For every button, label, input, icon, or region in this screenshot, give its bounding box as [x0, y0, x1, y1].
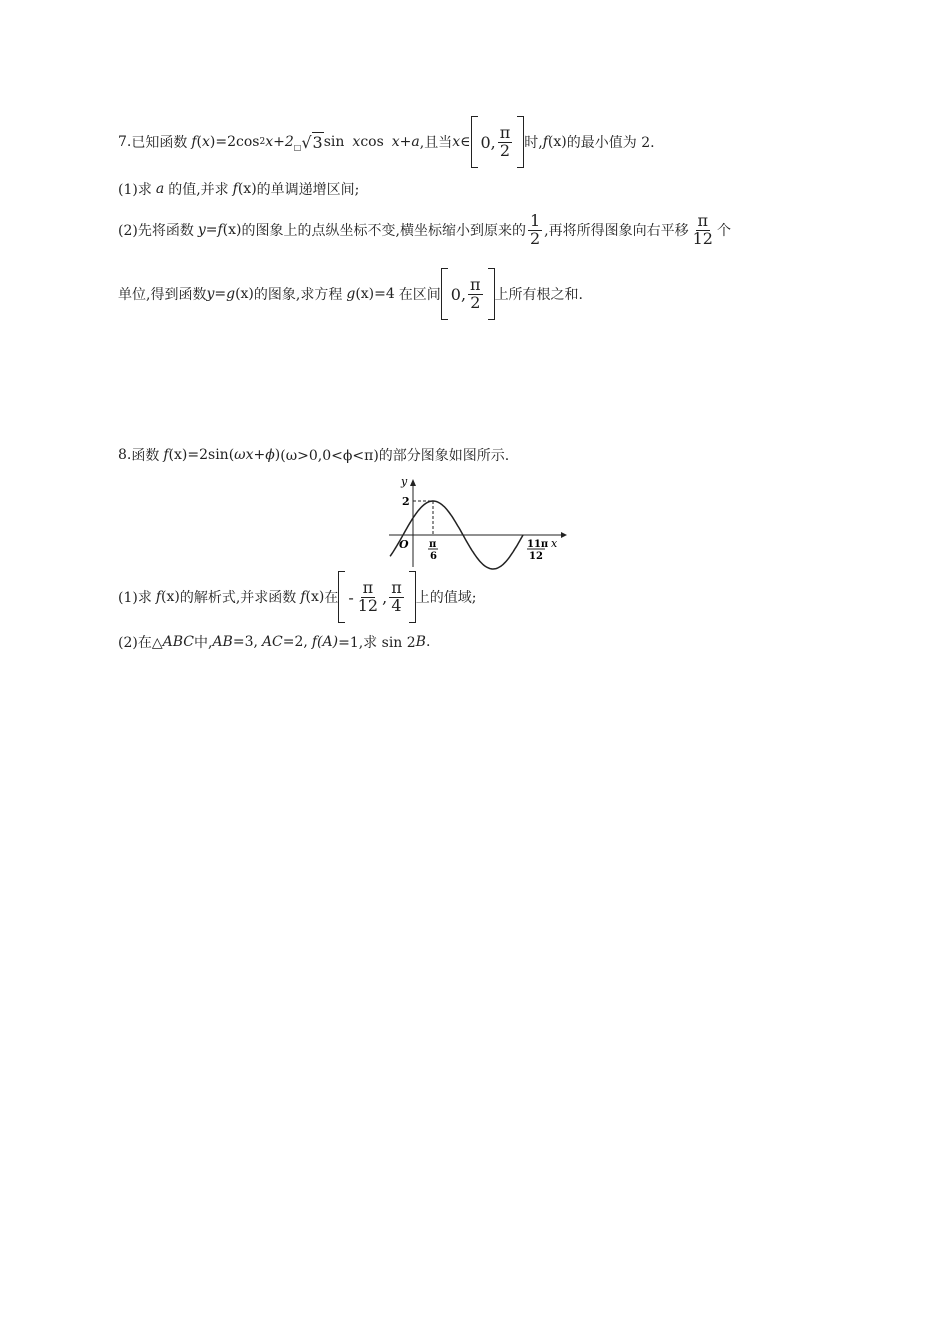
q7-sin: sin	[323, 134, 345, 150]
q7-int-num: π	[499, 122, 511, 142]
q7-xplus: x+2	[265, 134, 294, 150]
q7-2-line2d: 上所有根之和.	[494, 287, 584, 303]
q7-intro: 已知函数	[131, 135, 188, 151]
q8-2-ab: AB	[212, 634, 233, 650]
q7-when-text: 时,	[524, 135, 543, 151]
q7-2-half	[528, 213, 542, 248]
q7-2-line2c: 在区间	[398, 287, 441, 303]
q8-2-dot: .	[425, 634, 431, 650]
q7-2-text1: 的图象上的点纵坐标不变,横坐标缩小到原来的	[241, 223, 526, 240]
q7-x2: x	[352, 134, 361, 150]
q7-2-shift-den: 12	[692, 228, 713, 248]
x-tick-pi6-den: 6	[430, 551, 437, 562]
q7-2-int-den: 2	[470, 292, 481, 312]
q7-2-yg: y=g	[206, 286, 236, 302]
q7-x: x	[202, 134, 210, 150]
q7-1-x: (x)	[237, 181, 257, 197]
q7-x4: (x)	[547, 134, 567, 150]
q7-when: ,且当	[419, 135, 453, 151]
q8-cond: (ω>0,0<ϕ<π)的部分图象如图所示.	[280, 448, 510, 464]
q7-2-text2: ,再将所得图象向右平移	[544, 223, 689, 240]
q7-in: ∈	[460, 134, 471, 150]
q7-2-int-zero: 0,	[450, 284, 467, 304]
q7-int-den: 2	[499, 140, 511, 160]
q7-sup: 2	[259, 137, 266, 147]
q7-1-f: f	[232, 181, 238, 197]
q7-1-label: (1)求	[118, 182, 152, 198]
q7-sqrt: □ √ 3	[293, 133, 323, 152]
q7-1-a: a	[155, 181, 165, 197]
q8-2-eq3: =3,	[232, 634, 258, 650]
q7-rp: )	[209, 134, 216, 150]
q7-2-text3: 个	[716, 223, 731, 240]
q7-2-int-num: π	[470, 274, 481, 294]
q8-close: )	[274, 447, 281, 463]
q8-statement	[118, 445, 509, 465]
q8-1-den1: 12	[357, 595, 379, 615]
q8-1-num2: π	[391, 577, 402, 597]
q7-2-eq4: =4	[374, 286, 395, 302]
q8-2-f: f	[311, 634, 318, 650]
q8-1-interval	[338, 571, 415, 623]
q7-1-text1: 的值,并求	[168, 182, 229, 198]
q7-eq: =2cos	[215, 134, 260, 150]
y-tick-2: 2	[402, 495, 410, 508]
q8-1-text3: 上的值域;	[415, 590, 477, 606]
q8-1-f2: f	[300, 589, 306, 605]
q7-2-x2: (x)	[235, 286, 254, 302]
q7-2-shift-num: π	[697, 211, 709, 230]
q7-2-shift	[691, 213, 715, 248]
q7-2-x: (x)	[222, 222, 242, 239]
x-tick-11pi12-num: 11π	[527, 539, 549, 550]
q8-1-den2: 4	[391, 595, 402, 615]
q7-interval	[471, 116, 525, 168]
q8-x: (x)	[168, 447, 188, 463]
origin-label: O	[399, 538, 409, 551]
q7-part2-line2	[118, 268, 583, 320]
q8-2-text1: 中,	[193, 635, 213, 651]
q7-part2-line1	[118, 213, 731, 248]
x-axis-label: x	[551, 537, 558, 550]
q8-phi: ϕ	[265, 447, 275, 463]
q7-statement	[118, 116, 655, 168]
q7-int-frac	[498, 122, 513, 160]
q8-1-frac1	[356, 577, 380, 615]
x-axis-arrow	[561, 532, 567, 538]
q8-2-eq1: =1,求 sin 2	[338, 635, 416, 651]
q7-root-index: □	[293, 143, 302, 152]
q7-part1	[118, 179, 359, 199]
q8-part2	[118, 632, 430, 652]
q8-1-comma: ,	[382, 587, 388, 607]
q8-1-frac2	[389, 577, 404, 615]
y-axis-label: y	[401, 475, 408, 488]
q7-2-yf: y=f	[197, 222, 223, 239]
q8-1-text2: 在	[324, 590, 339, 606]
q8-2-eq2: =2,	[282, 634, 308, 650]
q7-2-line2b: 的图象,求方程	[253, 287, 343, 303]
q7-xpa: x+a	[391, 134, 420, 150]
q7-number: 7.	[118, 134, 132, 150]
q7-2-g: g	[346, 286, 356, 302]
y-axis-arrow	[410, 479, 416, 486]
x-tick-11pi12-den: 12	[529, 551, 543, 562]
q8-rest: =2sin(	[187, 447, 235, 463]
q8-omega: ω	[234, 447, 246, 463]
q8-1-neg: -	[348, 587, 354, 607]
q7-int-zero: 0,	[480, 132, 496, 152]
q8-text: 函数	[131, 448, 160, 464]
q8-1-x: (x)	[161, 589, 180, 605]
q8-2-b: B	[415, 634, 426, 650]
q8-f: f	[163, 447, 169, 463]
q8-part1	[118, 571, 476, 623]
q7-root-value: 3	[312, 133, 323, 152]
q7-2-half-den: 2	[529, 228, 541, 248]
q7-2-int-frac	[468, 274, 483, 312]
q8-1-x2: (x)	[305, 589, 325, 605]
q8-2-ac: AC	[261, 634, 283, 650]
q8-2-label: (2)在△	[118, 635, 163, 651]
q7-2-x3: (x)	[355, 286, 375, 302]
q7-x3: x	[452, 134, 461, 150]
q7-2-label: (2)先将函数	[118, 223, 194, 240]
q8-number: 8.	[118, 447, 132, 463]
q7-lp: (	[196, 134, 203, 150]
q8-1-text1: 的解析式,并求函数	[179, 590, 297, 606]
x-tick-pi6-num: π	[429, 539, 437, 550]
q7-cos: cos	[360, 134, 384, 150]
q8-2-abc: ABC	[162, 634, 194, 650]
q7-min: 的最小值为 2.	[566, 135, 655, 151]
q8-xphi: x+	[245, 447, 266, 463]
q8-2-a: (A)	[317, 634, 339, 650]
q7-f: f	[191, 134, 197, 150]
q8-1-f: f	[155, 589, 162, 605]
q7-2-interval	[441, 268, 495, 320]
q8-1-label: (1)求	[118, 590, 152, 606]
q7-2-line2a: 单位,得到函数	[118, 287, 207, 303]
q7-2-half-num: 1	[529, 211, 541, 230]
q7-1-text2: 的单调递增区间;	[256, 182, 360, 198]
sine-graph-figure	[385, 472, 575, 572]
q7-f2: f	[542, 134, 548, 150]
q8-1-num1: π	[362, 577, 374, 597]
